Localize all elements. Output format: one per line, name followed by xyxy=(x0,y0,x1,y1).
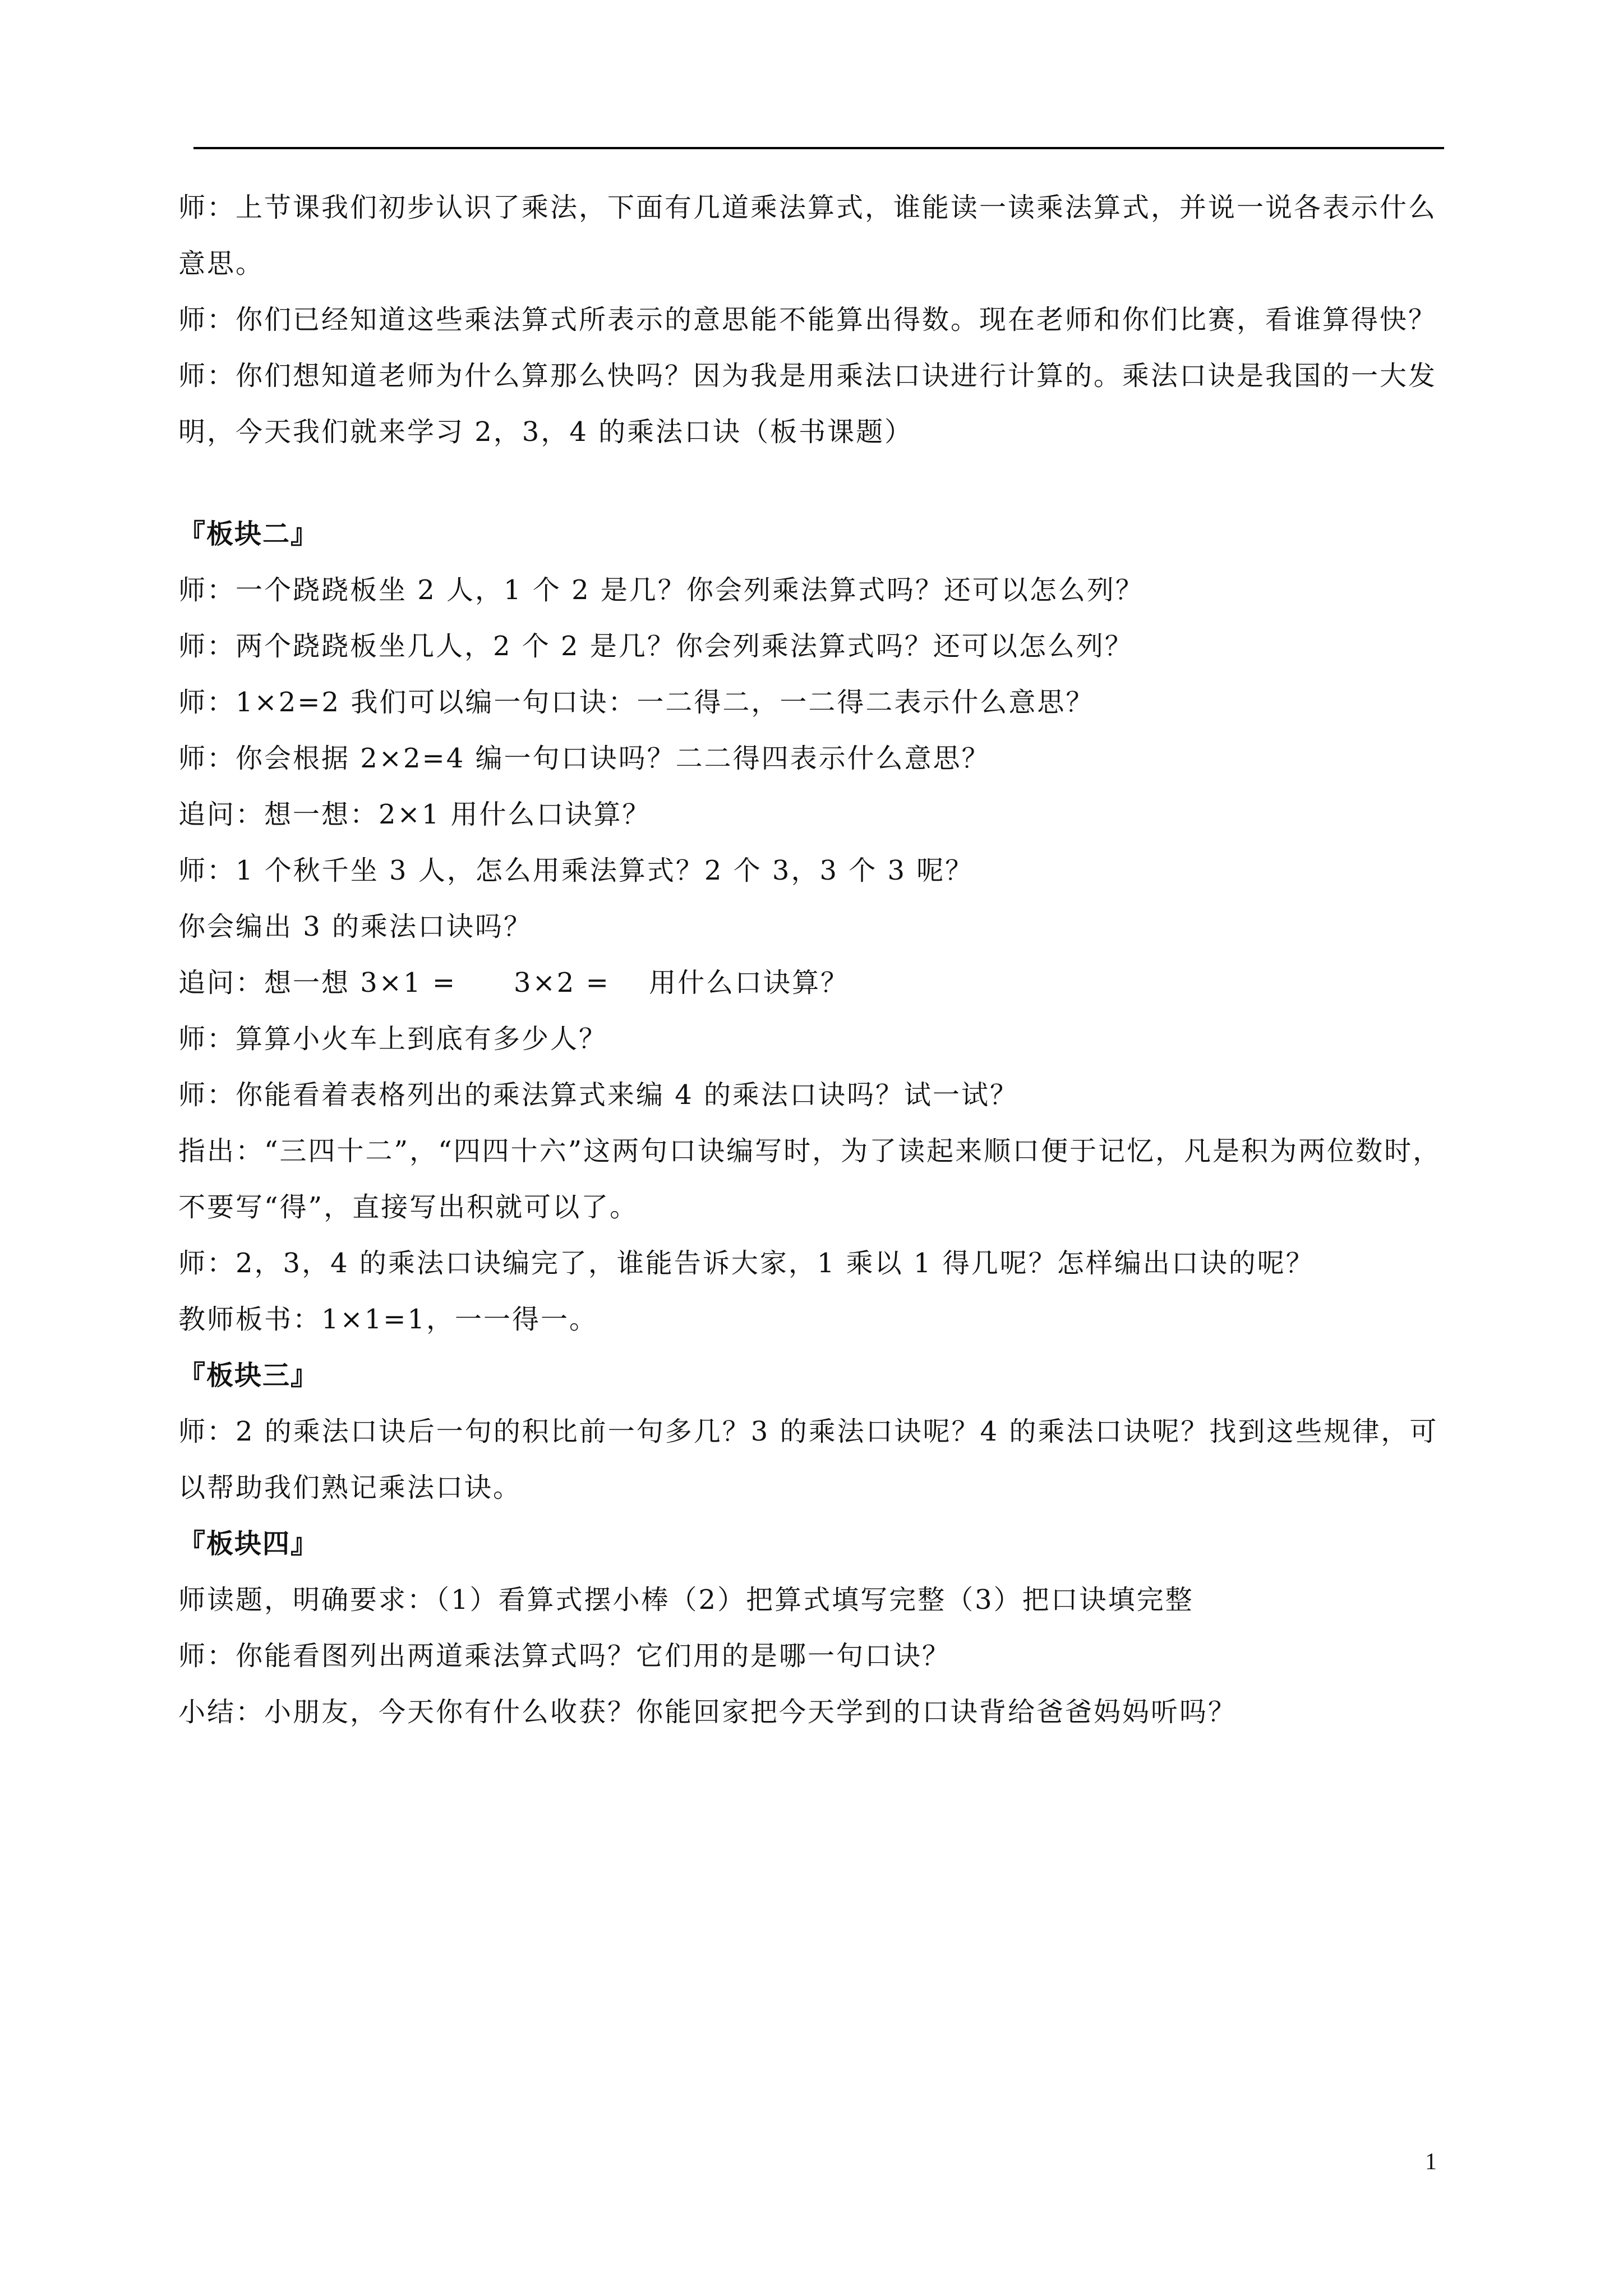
paragraph: 师：两个跷跷板坐几人，2 个 2 是几？你会列乘法算式吗？还可以怎么列？ xyxy=(178,631,1133,662)
paragraph: 师：上节课我们初步认识了乘法，下面有几道乘法算式，谁能读一读乘法算式，并说一说各表示什么意思。 xyxy=(178,192,1437,279)
paragraph: 教师板书：1×1=1，一一得一。 xyxy=(178,1304,598,1335)
section-heading-4: 『板块四』 xyxy=(178,1528,319,1559)
paragraph: 师：2 的乘法口诀后一句的积比前一句多几？3 的乘法口诀呢？4 的乘法口诀呢？找到这些规律，可以帮助我们熟记乘法口诀。 xyxy=(178,1416,1438,1503)
section-heading-2: 『板块二』 xyxy=(178,518,319,550)
paragraph: 师：1×2=2 我们可以编一句口诀：一二得二，一二得二表示什么意思？ xyxy=(178,687,1095,718)
paragraph: 师：你能看图列出两道乘法算式吗？它们用的是哪一句口诀？ xyxy=(178,1640,951,1672)
paragraph: 追问：想一想：2×1 用什么口诀算？ xyxy=(178,799,651,830)
header-rule xyxy=(193,147,1444,149)
paragraph: 师读题，明确要求：（1）看算式摆小棒（2）把算式填写完整（3）把口诀填完整 xyxy=(178,1584,1194,1616)
paragraph: 师：你们想知道老师为什么算那么快吗？因为我是用乘法口诀进行计算的。乘法口诀是我国的一大发明，今天我们就来学习 2，3，4 的乘法口诀（板书课题） xyxy=(178,360,1437,448)
section-heading-3: 『板块三』 xyxy=(178,1360,319,1391)
paragraph: 师：1 个秋千坐 3 人，怎么用乘法算式？2 个 3，3 个 3 呢？ xyxy=(178,855,974,886)
document-body xyxy=(178,180,1446,1740)
paragraph: 师：一个跷跷板坐 2 人，1 个 2 是几？你会列乘法算式吗？还可以怎么列？ xyxy=(178,574,1144,606)
paragraph: 师：你会根据 2×2=4 编一句口诀吗？二二得四表示什么意思？ xyxy=(178,743,990,774)
page-number: 1 xyxy=(1425,2149,1437,2175)
paragraph: 指出：“三四十二”，“四四十六”这两句口诀编写时，为了读起来顺口便于记忆，凡是积为两位数时，不要写“得”，直接写出积就可以了。 xyxy=(178,1135,1442,1223)
paragraph: 师：你们已经知道这些乘法算式所表示的意思能不能算出得数。现在老师和你们比赛，看谁算得快？ xyxy=(178,304,1437,335)
paragraph: 小结：小朋友，今天你有什么收获？你能回家把今天学到的口诀背给爸爸妈妈听吗？ xyxy=(178,1696,1237,1728)
paragraph: 师：2，3，4 的乘法口诀编完了，谁能告诉大家，1 乘以 1 得几呢？怎样编出口诀的呢？ xyxy=(178,1248,1315,1279)
paragraph: 你会编出 3 的乘法口诀吗？ xyxy=(178,911,533,942)
section-spacer xyxy=(178,460,1446,506)
paragraph: 师：你能看着表格列出的乘法算式来编 4 的乘法口诀吗？试一试？ xyxy=(178,1079,1019,1111)
paragraph: 师：算算小火车上到底有多少人？ xyxy=(178,1023,608,1055)
paragraph: 追问：想一想 3×1 = 3×2 = 用什么口诀算？ xyxy=(178,967,850,999)
